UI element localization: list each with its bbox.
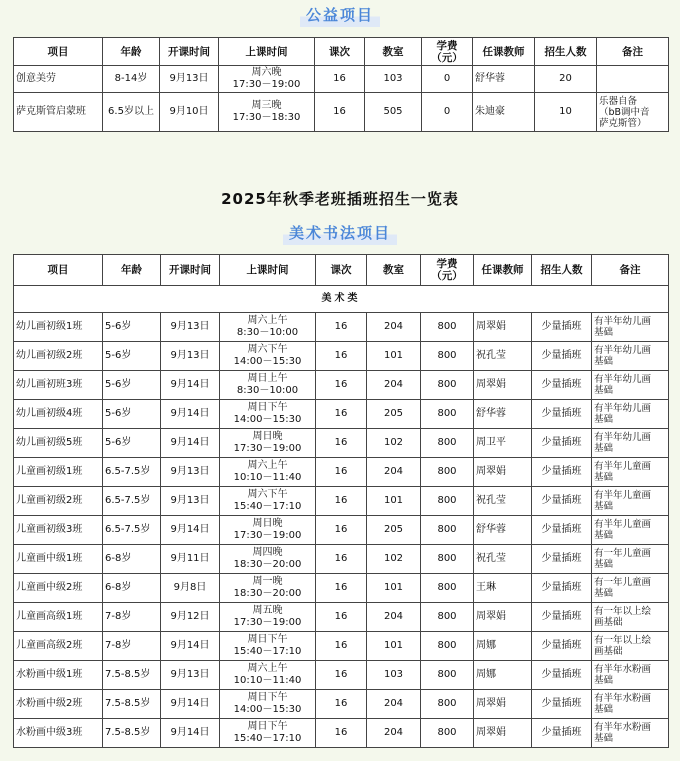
class-time: 周六下午 14:00－15:30	[220, 342, 316, 371]
class-time: 周日晚 17:30－19:00	[220, 429, 316, 458]
remark: 有半年幼儿画 基础	[592, 429, 669, 458]
classroom: 204	[367, 313, 421, 342]
start-date: 9月14日	[161, 516, 220, 545]
session-count: 16	[316, 429, 367, 458]
header-cell: 教室	[367, 255, 421, 286]
teacher-name: 周翠娟	[474, 690, 532, 719]
table-row	[14, 516, 669, 545]
class-time: 周日晚 17:30－19:00	[220, 516, 316, 545]
teacher-name: 舒华蓉	[474, 516, 532, 545]
table-row	[14, 574, 669, 603]
tuition-fee: 800	[421, 400, 474, 429]
course-name: 幼儿画初班3班	[14, 371, 103, 400]
teacher-name: 王琳	[474, 574, 532, 603]
course-name: 创意美劳	[14, 66, 103, 93]
course-name: 幼儿画初级2班	[14, 342, 103, 371]
enrollment: 少量插班	[532, 719, 592, 748]
age-range: 6.5-7.5岁	[103, 487, 161, 516]
classroom: 205	[367, 400, 421, 429]
tuition-fee: 800	[421, 429, 474, 458]
class-time: 周五晚 17:30－19:00	[220, 603, 316, 632]
age-range: 7.5-8.5岁	[103, 719, 161, 748]
art-section-title: 美术书法项目	[0, 222, 680, 245]
table-row	[14, 458, 669, 487]
classroom: 204	[367, 690, 421, 719]
header-cell: 任课教师	[474, 255, 532, 286]
header-cell: 招生人数	[535, 38, 597, 66]
enrollment: 少量插班	[532, 574, 592, 603]
course-name: 萨克斯管启蒙班	[14, 93, 103, 132]
classroom: 204	[367, 371, 421, 400]
teacher-name: 周翠娟	[474, 603, 532, 632]
age-range: 5-6岁	[103, 400, 161, 429]
session-count: 16	[316, 545, 367, 574]
teacher-name: 朱迪豪	[473, 93, 535, 132]
header-cell: 上课时间	[219, 38, 315, 66]
tuition-fee: 800	[421, 690, 474, 719]
table-row	[14, 429, 669, 458]
table-row	[14, 690, 669, 719]
start-date: 9月14日	[161, 400, 220, 429]
remark: 有半年儿童画 基础	[592, 487, 669, 516]
enrollment: 20	[535, 66, 597, 93]
tuition-fee: 800	[421, 516, 474, 545]
enrollment: 少量插班	[532, 400, 592, 429]
table-row	[14, 632, 669, 661]
start-date: 9月13日	[160, 66, 219, 93]
enrollment: 少量插班	[532, 458, 592, 487]
tuition-fee: 800	[421, 603, 474, 632]
teacher-name: 舒华蓉	[474, 400, 532, 429]
start-date: 9月13日	[161, 487, 220, 516]
tuition-fee: 800	[421, 313, 474, 342]
enrollment: 少量插班	[532, 632, 592, 661]
tuition-fee: 800	[421, 632, 474, 661]
session-count: 16	[316, 371, 367, 400]
table-row	[14, 603, 669, 632]
teacher-name: 周翠娟	[474, 371, 532, 400]
header-cell: 课次	[316, 255, 367, 286]
course-name: 儿童画初级1班	[14, 458, 103, 487]
session-count: 16	[315, 66, 365, 93]
header-cell: 项目	[14, 38, 103, 66]
course-name: 儿童画中级1班	[14, 545, 103, 574]
teacher-name: 周翠娟	[474, 719, 532, 748]
classroom: 204	[367, 719, 421, 748]
header-cell: 学费 （元）	[422, 38, 473, 66]
classroom: 102	[367, 545, 421, 574]
session-count: 16	[316, 342, 367, 371]
table-row	[14, 545, 669, 574]
age-range: 7-8岁	[103, 632, 161, 661]
tuition-fee: 800	[421, 574, 474, 603]
teacher-name: 祝孔莹	[474, 342, 532, 371]
teacher-name: 祝孔莹	[474, 487, 532, 516]
course-name: 儿童画初级2班	[14, 487, 103, 516]
start-date: 9月13日	[161, 661, 220, 690]
age-range: 5-6岁	[103, 313, 161, 342]
age-range: 6-8岁	[103, 574, 161, 603]
tuition-fee: 0	[422, 66, 473, 93]
class-time: 周六晚 17:30－19:00	[219, 66, 315, 93]
age-range: 5-6岁	[103, 429, 161, 458]
age-range: 6.5-7.5岁	[103, 458, 161, 487]
header-cell: 课次	[315, 38, 365, 66]
teacher-name: 周翠娟	[474, 458, 532, 487]
enrollment: 少量插班	[532, 342, 592, 371]
age-range: 8-14岁	[103, 66, 160, 93]
tuition-fee: 800	[421, 371, 474, 400]
start-date: 9月11日	[161, 545, 220, 574]
remark: 有半年幼儿画 基础	[592, 400, 669, 429]
classroom: 101	[367, 487, 421, 516]
course-name: 儿童画中级2班	[14, 574, 103, 603]
classroom: 204	[367, 458, 421, 487]
enrollment: 少量插班	[532, 516, 592, 545]
header-cell: 年龄	[103, 38, 160, 66]
classroom: 204	[367, 603, 421, 632]
header-cell: 任课教师	[473, 38, 535, 66]
classroom: 102	[367, 429, 421, 458]
classroom: 101	[367, 632, 421, 661]
enrollment: 少量插班	[532, 371, 592, 400]
course-name: 水粉画中级2班	[14, 690, 103, 719]
session-count: 16	[316, 458, 367, 487]
teacher-name: 周翠娟	[474, 313, 532, 342]
enrollment: 少量插班	[532, 429, 592, 458]
teacher-name: 舒华蓉	[473, 66, 535, 93]
tuition-fee: 800	[421, 545, 474, 574]
course-name: 儿童画初级3班	[14, 516, 103, 545]
start-date: 9月14日	[161, 719, 220, 748]
teacher-name: 周娜	[474, 632, 532, 661]
header-cell: 年龄	[103, 255, 161, 286]
session-count: 16	[316, 603, 367, 632]
age-range: 6-8岁	[103, 545, 161, 574]
age-range: 6.5岁以上	[103, 93, 160, 132]
remark: 有半年儿童画 基础	[592, 516, 669, 545]
art-course-table	[13, 254, 669, 748]
class-time: 周四晚 18:30－20:00	[220, 545, 316, 574]
course-name: 水粉画中级3班	[14, 719, 103, 748]
header-cell: 开课时间	[161, 255, 220, 286]
course-name: 幼儿画初级1班	[14, 313, 103, 342]
tuition-fee: 800	[421, 719, 474, 748]
table-row	[14, 661, 669, 690]
age-range: 7.5-8.5岁	[103, 661, 161, 690]
remark: 有半年水粉画 基础	[592, 661, 669, 690]
session-count: 16	[316, 516, 367, 545]
course-name: 儿童画高级1班	[14, 603, 103, 632]
session-count: 16	[316, 661, 367, 690]
class-time: 周日下午 15:40－17:10	[220, 632, 316, 661]
age-range: 5-6岁	[103, 371, 161, 400]
session-count: 16	[315, 93, 365, 132]
header-cell: 备注	[597, 38, 669, 66]
course-name: 幼儿画初级4班	[14, 400, 103, 429]
tuition-fee: 800	[421, 342, 474, 371]
start-date: 9月14日	[161, 371, 220, 400]
teacher-name: 周娜	[474, 661, 532, 690]
table-header-row	[14, 255, 669, 286]
start-date: 9月12日	[161, 603, 220, 632]
header-cell: 备注	[592, 255, 669, 286]
enrollment: 少量插班	[532, 690, 592, 719]
enrollment: 少量插班	[532, 603, 592, 632]
enrollment: 少量插班	[532, 313, 592, 342]
class-time: 周日上午 8:30－10:00	[220, 371, 316, 400]
session-count: 16	[316, 313, 367, 342]
table-row	[14, 400, 669, 429]
category-row	[14, 286, 669, 313]
age-range: 6.5-7.5岁	[103, 516, 161, 545]
public-course-table	[13, 37, 669, 132]
start-date: 9月13日	[161, 342, 220, 371]
session-count: 16	[316, 400, 367, 429]
remark: 有半年幼儿画 基础	[592, 313, 669, 342]
remark: 有一年儿童画 基础	[592, 574, 669, 603]
course-name: 儿童画高级2班	[14, 632, 103, 661]
course-name: 幼儿画初级5班	[14, 429, 103, 458]
table-row	[14, 371, 669, 400]
class-time: 周日下午 14:00－15:30	[220, 690, 316, 719]
enrollment: 少量插班	[532, 661, 592, 690]
enrollment: 少量插班	[532, 545, 592, 574]
page-title: 2025年秋季老班插班招生一览表	[221, 190, 459, 208]
tuition-fee: 800	[421, 661, 474, 690]
teacher-name: 周卫平	[474, 429, 532, 458]
table-row	[14, 313, 669, 342]
start-date: 9月14日	[161, 690, 220, 719]
start-date: 9月10日	[160, 93, 219, 132]
table-row	[14, 66, 669, 93]
remark: 有半年水粉画 基础	[592, 719, 669, 748]
category-label: 美术类	[14, 286, 669, 313]
remark: 有一年以上绘 画基础	[592, 632, 669, 661]
class-time: 周日下午 14:00－15:30	[220, 400, 316, 429]
session-count: 16	[316, 690, 367, 719]
class-time: 周六上午 8:30－10:00	[220, 313, 316, 342]
age-range: 5-6岁	[103, 342, 161, 371]
remark: 有一年儿童画 基础	[592, 545, 669, 574]
remark: 有半年幼儿画 基础	[592, 342, 669, 371]
remark: 有半年幼儿画 基础	[592, 371, 669, 400]
header-cell: 学费 （元）	[421, 255, 474, 286]
start-date: 9月14日	[161, 429, 220, 458]
class-time: 周三晚 17:30－18:30	[219, 93, 315, 132]
classroom: 103	[367, 661, 421, 690]
tuition-fee: 800	[421, 458, 474, 487]
table-row	[14, 342, 669, 371]
age-range: 7.5-8.5岁	[103, 690, 161, 719]
class-time: 周六上午 10:10－11:40	[220, 458, 316, 487]
remark: 有半年儿童画 基础	[592, 458, 669, 487]
start-date: 9月13日	[161, 313, 220, 342]
remark	[597, 66, 669, 93]
table-row	[14, 719, 669, 748]
classroom: 205	[367, 516, 421, 545]
header-cell: 项目	[14, 255, 103, 286]
table-header-row	[14, 38, 669, 66]
header-cell: 教室	[365, 38, 422, 66]
table-row	[14, 487, 669, 516]
start-date: 9月8日	[161, 574, 220, 603]
session-count: 16	[316, 574, 367, 603]
remark: 有半年水粉画 基础	[592, 690, 669, 719]
age-range: 7-8岁	[103, 603, 161, 632]
class-time: 周六下午 15:40－17:10	[220, 487, 316, 516]
header-cell: 招生人数	[532, 255, 592, 286]
tuition-fee: 0	[422, 93, 473, 132]
session-count: 16	[316, 719, 367, 748]
enrollment: 10	[535, 93, 597, 132]
session-count: 16	[316, 632, 367, 661]
header-cell: 开课时间	[160, 38, 219, 66]
class-time: 周日下午 15:40－17:10	[220, 719, 316, 748]
enrollment: 少量插班	[532, 487, 592, 516]
class-time: 周六上午 10:10－11:40	[220, 661, 316, 690]
start-date: 9月14日	[161, 632, 220, 661]
session-count: 16	[316, 487, 367, 516]
start-date: 9月13日	[161, 458, 220, 487]
classroom: 103	[365, 66, 422, 93]
remark: 有一年以上绘 画基础	[592, 603, 669, 632]
public-section-title: 公益项目	[0, 4, 680, 27]
classroom: 101	[367, 342, 421, 371]
remark: 乐器自备 （bB调中音 萨克斯管）	[597, 93, 669, 132]
tuition-fee: 800	[421, 487, 474, 516]
course-name: 水粉画中级1班	[14, 661, 103, 690]
class-time: 周一晚 18:30－20:00	[220, 574, 316, 603]
classroom: 101	[367, 574, 421, 603]
classroom: 505	[365, 93, 422, 132]
teacher-name: 祝孔莹	[474, 545, 532, 574]
header-cell: 上课时间	[220, 255, 316, 286]
table-row	[14, 93, 669, 132]
